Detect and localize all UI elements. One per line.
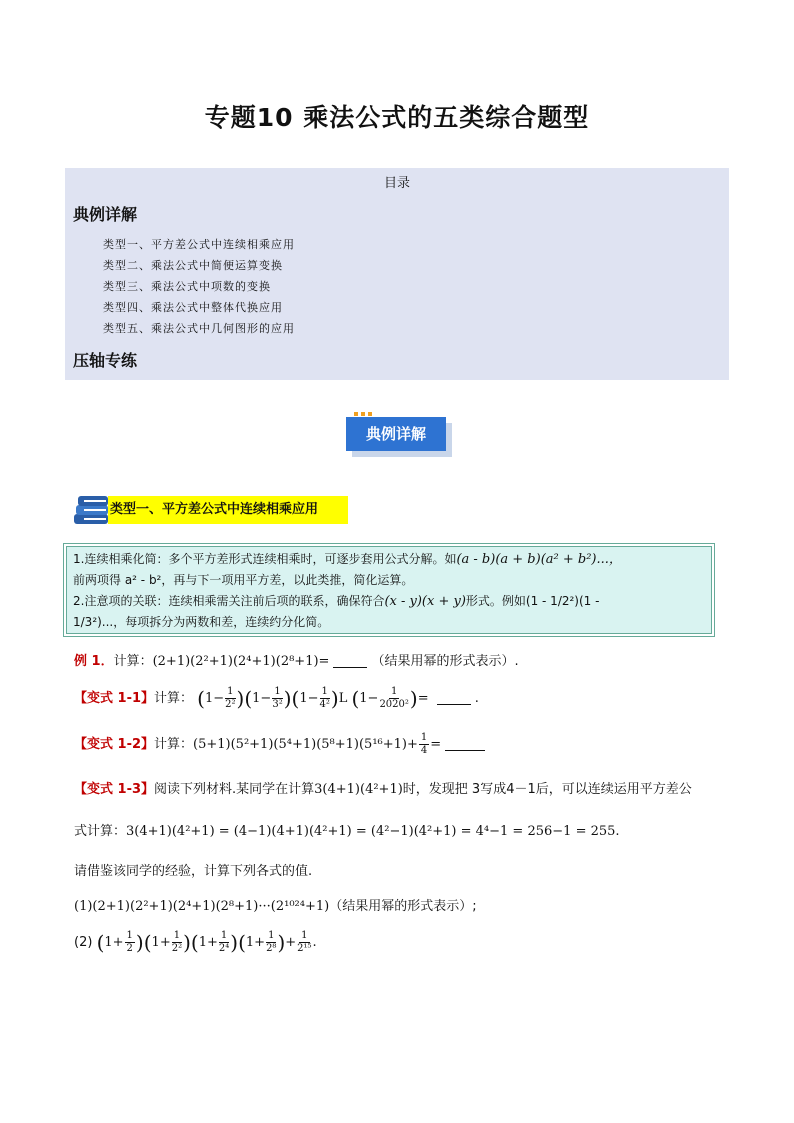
- example-text: 计算：: [113, 654, 153, 669]
- tip-text: 形式。例如(1 - 1/2²)(1 -: [465, 594, 600, 608]
- variant-text: 时，发现把 3写成4－1后，可以连续运用平方差公: [402, 782, 692, 797]
- variant-expression: 3(4+1)(4²+1) = (4−1)(4+1)(4²+1) = (4²−1)(4²+1) = 4⁴−1 = 256−1 = 255.: [126, 824, 620, 839]
- page-title: 专题10 乘法公式的五类综合题型: [204, 103, 590, 132]
- answer-blank[interactable]: [437, 692, 471, 705]
- question-tail: （结果用幂的形式表示）;: [329, 899, 477, 914]
- toc-item[interactable]: 类型二、乘法公式中简便运算变换: [103, 259, 283, 272]
- question-2: (2) (1+ $\frac{1}{2}$ )(1+ $\frac{1}{\text{2²}}$ )(1+ $\frac{1}{\text{2⁴}}$ )(1+ $\frac{1}{\text{2⁸}}$ )+ $\frac{1}{\text{2¹⁵}}$ .: [74, 930, 317, 955]
- example-tail: （结果用幂的形式表示）.: [371, 654, 519, 669]
- tip-box: [66, 546, 712, 634]
- variant-1-3: [74, 778, 692, 797]
- question-label: (2): [74, 935, 93, 950]
- tip-text: 2.注意项的关联：连续相乘需关注前后项的联系，确保符合: [73, 594, 385, 608]
- variant-1-3-line2: [74, 820, 620, 839]
- answer-blank[interactable]: [445, 738, 485, 751]
- tip-formula: (a - b)(a + b)(a² + b²)...，: [456, 552, 622, 567]
- toc-items: [103, 234, 295, 339]
- toc-item[interactable]: 类型一、平方差公式中连续相乘应用: [103, 238, 295, 251]
- tip-text: 1.连续相乘化简：多个平方差形式连续相乘时，可逐步套用公式分解。如: [73, 552, 457, 566]
- variant-label: 【变式 1-3】: [74, 782, 155, 797]
- variant-1-3-line3: 请借鉴该同学的经验，计算下列各式的值.: [74, 864, 313, 879]
- toc-heading: 目录: [383, 176, 410, 191]
- answer-blank[interactable]: [333, 655, 367, 668]
- section-banner: [346, 417, 446, 451]
- tip-formula: (x - y)(x + y): [384, 594, 466, 609]
- table-of-contents: [65, 168, 729, 380]
- toc-item[interactable]: 类型四、乘法公式中整体代换应用: [103, 301, 283, 314]
- variant-1-1: 【变式 1-1】计算： (1− $\frac{1}{\text{2²}}$ )(1− $\frac{1}{\text{3²}}$ )(1− $\frac{1}{\text{4²}}$ )L (1− $\frac{1}{\text{2020²}}$ )= .: [74, 686, 479, 711]
- question-expression: (1)(2+1)(2²+1)(2⁴+1)(2⁸+1)···(2¹⁰²⁴+1): [74, 899, 330, 914]
- variant-text: 计算：: [154, 737, 194, 752]
- variant-1-2: 【变式 1-2】计算：(5+1)(5²+1)(5⁴+1)(5⁸+1)(5¹⁶+1)+ $\frac{1}{4}$ =: [74, 732, 489, 757]
- variant-label: 【变式 1-2】: [74, 737, 155, 752]
- toc-section-practice[interactable]: 压轴专练: [73, 351, 138, 370]
- toc-item[interactable]: 类型五、乘法公式中几何图形的应用: [103, 322, 295, 335]
- tip-text: 前两项得 a² - b²，再与下一项用平方差，以此类推，简化运算。: [73, 573, 414, 587]
- variant-text: 阅读下列材料.某同学在计算: [154, 782, 315, 797]
- example-expression: (2+1)(2²+1)(2⁴+1)(2⁸+1)=: [152, 654, 330, 669]
- example-label: 例 1．: [74, 654, 114, 669]
- toc-item[interactable]: 类型三、乘法公式中项数的变换: [103, 280, 271, 293]
- type1-title: 类型一、平方差公式中连续相乘应用: [108, 496, 348, 524]
- toc-section-examples[interactable]: 典例详解: [73, 205, 138, 224]
- variant-tail: .: [474, 691, 479, 706]
- example-1: [74, 650, 519, 669]
- variant-expression: (5+1)(5²+1)(5⁴+1)(5⁸+1)(5¹⁶+1)+: [193, 737, 418, 752]
- tip-text: 1/3²)...，每项拆分为两数和差，连续约分化简。: [73, 615, 330, 629]
- variant-label: 【变式 1-1】: [74, 691, 155, 706]
- question-1: [74, 895, 477, 914]
- variant-text: 计算：: [154, 691, 194, 706]
- variant-expression: 3(4+1)(4²+1): [314, 782, 403, 797]
- banner-dots: [354, 412, 374, 416]
- banner-label: 典例详解: [346, 417, 446, 451]
- books-icon: [72, 494, 112, 528]
- variant-text: 式计算：: [74, 824, 127, 839]
